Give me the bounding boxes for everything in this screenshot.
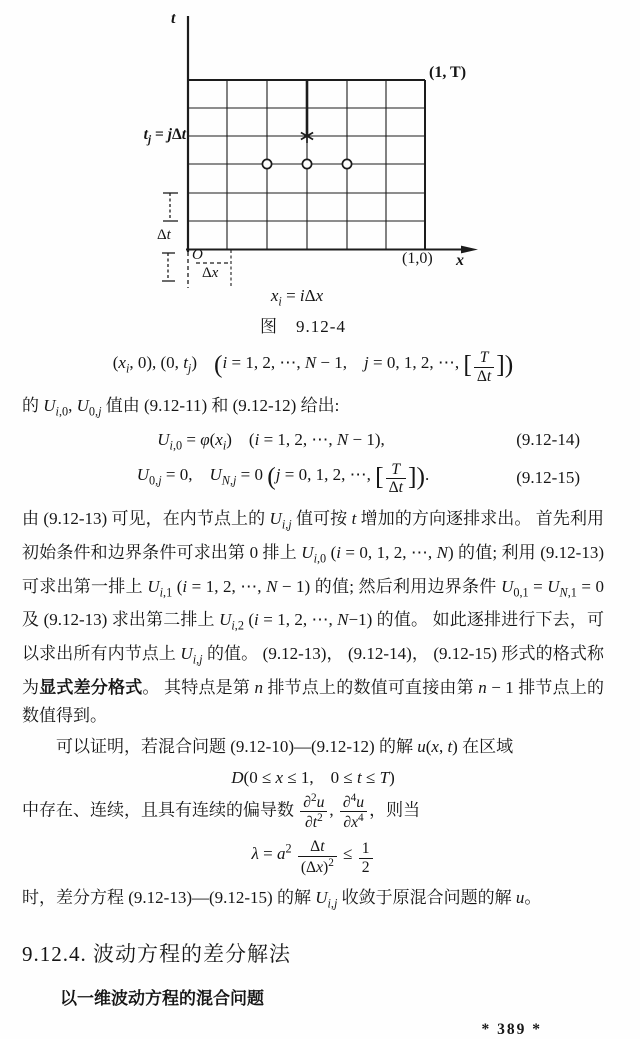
paragraph-explicit-scheme: 由 (9.12-13) 可见，在内节点上的 $U_{i,j}$ 值可按 t 增加的方向逐排求出。 首先利用初始条件和边界条件可求出第 0 排上 $U_{i,0}$ (i = 0, 1, 2, ⋯, N) 的值; 利用 (9.12-13) 可求出第一排上 $U_{i,1}$ (i = 1, 2, ⋯, N − 1) 的值; 然后利用边界条件 $U_{0,1} = U_{N,1} = 0$ 及 (9.12-13) 求出第二排上 $U_{i,2}$ (i = 1, 2, ⋯, N−1) 的值。 如此逐排进行下去，可以求出所有内节点上 $U_{i,j}$ 的值。 (9.12-13)， (9.12-14)， (9.12-15) 形式的格式称为显式差分格式。 其特点是第 n 排节点上的数值可直接由第 n − 1 排节点上的数值得到。 bbox=[22, 508, 605, 725]
delta-t-bracket bbox=[163, 193, 178, 221]
equation-9-12-14-body: $U_{i,0} = \varphi(x_i)$ (i = 1, 2, ⋯, N − 1), bbox=[157, 430, 385, 453]
equation-region-D: D(0 ≤ x ≤ 1, 0 ≤ t ≤ T) bbox=[231, 767, 395, 787]
paragraph-convergence-end: 时，差分方程 (9.12-13)—(9.12-15) 的解 $U_{i,j}$ 收敛于原混合问题的解 u。 bbox=[22, 888, 542, 911]
text-column bbox=[0, 348, 640, 1039]
grid-node-circle bbox=[342, 159, 351, 168]
corner-label-1T: (1, T) bbox=[429, 64, 467, 81]
equation-9-12-15-body: $U_{0,j} = 0$, $U_{N,j} = 0$ (j = 0, 1, 2, ⋯, [ $\frac{T}{\Delta t}$ ]). bbox=[136, 460, 430, 497]
grid-node-circle bbox=[302, 159, 311, 168]
left-lower-tick bbox=[162, 253, 175, 281]
equation-number-9-12-14: (9.12-14) bbox=[516, 429, 580, 449]
text-values-given-line: 的 $U_{i,0}$, $U_{0,j}$ 值由 (9.12-11) 和 (9.12-12) 给出: bbox=[22, 396, 340, 419]
figure-caption: 图 9.12-4 bbox=[260, 317, 346, 336]
delta-x-label: Δx bbox=[202, 265, 219, 281]
corner-label-10: (1,0) bbox=[402, 250, 433, 267]
equation-number-9-12-15: (9.12-15) bbox=[516, 468, 580, 488]
origin-label: O bbox=[192, 247, 203, 263]
page-number: * 389 * bbox=[481, 1020, 542, 1038]
t-axis-label: t bbox=[171, 10, 176, 27]
grid-diagram bbox=[100, 8, 492, 294]
equation-9-12-14 bbox=[22, 425, 604, 453]
figure-9-12-4 bbox=[0, 0, 640, 340]
equation-9-12-15 bbox=[22, 460, 604, 497]
equation-lambda-condition: $\lambda = a^2$ $\frac{\Delta t}{(\Delta x)^2}$ ≤ $\frac{1}{2}$ bbox=[22, 838, 604, 876]
equation-grid-points: ($x_i$, 0), (0, $t_j$) (i = 1, 2, ⋯, N − 1, j = 0, 1, 2, ⋯, [ $\frac{T}{\Delta t}$ ]) bbox=[112, 348, 514, 385]
grid-node-circle bbox=[262, 159, 271, 168]
paragraph-convergence-intro: 可以证明，若混合问题 (9.12-10)—(9.12-12) 的解 u(x, t) 在区域 bbox=[56, 737, 514, 757]
paragraph-derivatives-line: 中存在、连续，且具有连续的偏导数 $\frac{\partial^2u}{\partial t^2}$ , $\frac{\partial^4u}{\partial x^4}$ ，则当 bbox=[22, 791, 421, 832]
x-axis-label: x bbox=[456, 252, 464, 269]
row-label-tj: $t_j = j\Delta t$ bbox=[143, 126, 186, 147]
subsection-lead-text: 以一维波动方程的混合问题 bbox=[60, 988, 264, 1008]
figure-caption-equation: $x_i = i\Delta x$ bbox=[270, 286, 324, 309]
section-heading-9-12-4: 9.12.4. 波动方程的差分解法 bbox=[22, 941, 291, 966]
delta-t-label: Δt bbox=[157, 227, 171, 243]
